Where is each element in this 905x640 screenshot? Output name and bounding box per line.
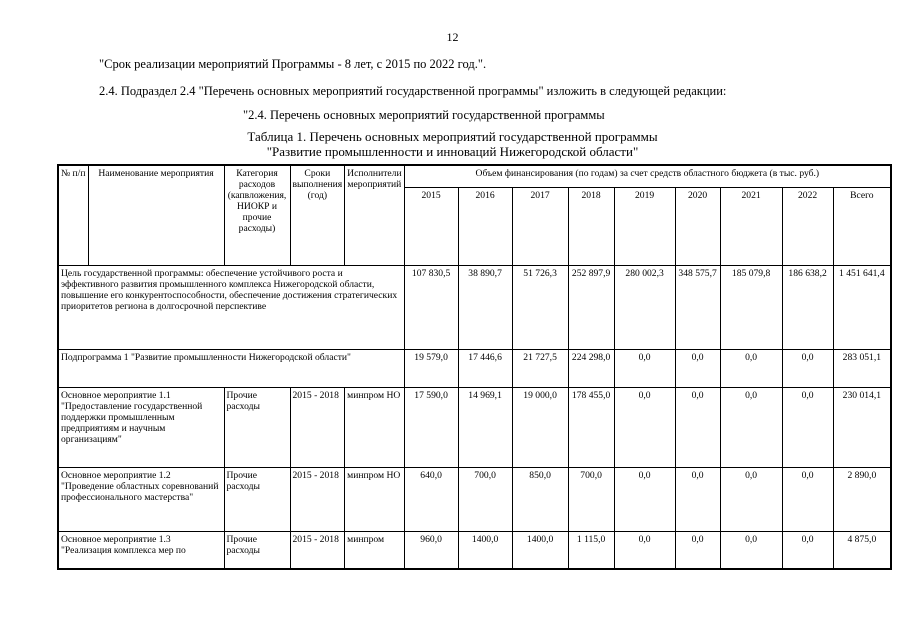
value-cell: 230 014,1 bbox=[833, 387, 891, 467]
value-cell: 0,0 bbox=[782, 387, 833, 467]
row-name: Основное мероприятие 1.3 "Реализация комплекса мер по bbox=[58, 531, 224, 569]
header-executors: Исполнители мероприятий bbox=[345, 165, 404, 265]
activities-table bbox=[57, 164, 892, 570]
value-cell: 38 890,7 bbox=[458, 265, 512, 349]
value-cell: 2 890,0 bbox=[833, 467, 891, 531]
value-cell: 14 969,1 bbox=[458, 387, 512, 467]
header-terms: Сроки выполнения (год) bbox=[290, 165, 345, 265]
value-cell: 280 002,3 bbox=[614, 265, 675, 349]
value-cell: 0,0 bbox=[782, 531, 833, 569]
value-cell: 0,0 bbox=[675, 467, 720, 531]
value-cell: 186 638,2 bbox=[782, 265, 833, 349]
value-cell: 17 446,6 bbox=[458, 349, 512, 387]
value-cell: 0,0 bbox=[720, 349, 782, 387]
row-category: Прочие расходы bbox=[224, 531, 290, 569]
value-cell: 348 575,7 bbox=[675, 265, 720, 349]
value-cell: 0,0 bbox=[720, 387, 782, 467]
value-cell: 51 726,3 bbox=[512, 265, 568, 349]
row-category: Прочие расходы bbox=[224, 467, 290, 531]
value-cell: 4 875,0 bbox=[833, 531, 891, 569]
value-cell: 0,0 bbox=[614, 349, 675, 387]
header-num: № п/п bbox=[58, 165, 88, 265]
table-row bbox=[58, 349, 891, 387]
row-terms: 2015 - 2018 bbox=[290, 531, 345, 569]
table-row bbox=[58, 387, 891, 467]
value-cell: 283 051,1 bbox=[833, 349, 891, 387]
value-cell: 700,0 bbox=[458, 467, 512, 531]
header-year: 2018 bbox=[568, 187, 614, 265]
value-cell: 0,0 bbox=[614, 531, 675, 569]
value-cell: 850,0 bbox=[512, 467, 568, 531]
value-cell: 107 830,5 bbox=[404, 265, 458, 349]
table-row bbox=[58, 467, 891, 531]
value-cell: 1400,0 bbox=[512, 531, 568, 569]
row-executor: минпром bbox=[345, 531, 404, 569]
table-row bbox=[58, 265, 891, 349]
value-cell: 224 298,0 bbox=[568, 349, 614, 387]
value-cell: 17 590,0 bbox=[404, 387, 458, 467]
value-cell: 0,0 bbox=[614, 467, 675, 531]
header-name: Наименование мероприятия bbox=[88, 165, 224, 265]
paragraph-section-title: "2.4. Перечень основных мероприятий государственной программы bbox=[243, 108, 605, 122]
value-cell: 1400,0 bbox=[458, 531, 512, 569]
header-year: 2022 bbox=[782, 187, 833, 265]
header-total: Всего bbox=[833, 187, 891, 265]
header-year: 2021 bbox=[720, 187, 782, 265]
value-cell: 0,0 bbox=[782, 467, 833, 531]
row-name: Цель государственной программы: обеспечение устойчивого роста и эффективного развития промышленного комплекса Нижегородской области, повышение его конкурентоспособности, обеспечение достижения стратегических приоритетов региона в долгосрочной перспективе bbox=[58, 265, 404, 349]
row-name: Подпрограмма 1 "Развитие промышленности Нижегородской области" bbox=[58, 349, 404, 387]
value-cell: 1 115,0 bbox=[568, 531, 614, 569]
value-cell: 0,0 bbox=[720, 531, 782, 569]
header-year: 2015 bbox=[404, 187, 458, 265]
value-cell: 1 451 641,4 bbox=[833, 265, 891, 349]
row-executor: минпром НО bbox=[345, 467, 404, 531]
value-cell: 0,0 bbox=[675, 387, 720, 467]
header-category: Категория расходов (капвложения, НИОКР и прочие расходы) bbox=[224, 165, 290, 265]
header-year: 2019 bbox=[614, 187, 675, 265]
row-category: Прочие расходы bbox=[224, 387, 290, 467]
table-row bbox=[58, 531, 891, 569]
value-cell: 640,0 bbox=[404, 467, 458, 531]
value-cell: 19 000,0 bbox=[512, 387, 568, 467]
value-cell: 0,0 bbox=[720, 467, 782, 531]
paragraph-term: "Срок реализации мероприятий Программы - 8 лет, с 2015 по 2022 год.". bbox=[99, 57, 487, 71]
value-cell: 0,0 bbox=[782, 349, 833, 387]
value-cell: 19 579,0 bbox=[404, 349, 458, 387]
page-number: 12 bbox=[446, 30, 459, 44]
header-year: 2020 bbox=[675, 187, 720, 265]
row-terms: 2015 - 2018 bbox=[290, 387, 345, 467]
value-cell: 700,0 bbox=[568, 467, 614, 531]
value-cell: 960,0 bbox=[404, 531, 458, 569]
paragraph-amendment: 2.4. Подраздел 2.4 "Перечень основных мероприятий государственной программы" изложить в следующей редакции: bbox=[99, 84, 727, 98]
table-caption-line2: "Развитие промышленности и инноваций Нижегородской области" bbox=[266, 144, 639, 159]
value-cell: 178 455,0 bbox=[568, 387, 614, 467]
header-funding: Объем финансирования (по годам) за счет средств областного бюджета (в тыс. руб.) bbox=[404, 165, 891, 187]
value-cell: 21 727,5 bbox=[512, 349, 568, 387]
header-year: 2017 bbox=[512, 187, 568, 265]
row-executor: минпром НО bbox=[345, 387, 404, 467]
value-cell: 185 079,8 bbox=[720, 265, 782, 349]
row-terms: 2015 - 2018 bbox=[290, 467, 345, 531]
table-caption-line1: Таблица 1. Перечень основных мероприятий государственной программы bbox=[247, 129, 658, 144]
value-cell: 0,0 bbox=[675, 349, 720, 387]
value-cell: 0,0 bbox=[675, 531, 720, 569]
row-name: Основное мероприятие 1.1 "Предоставление государственной поддержки промышленным предприятиям и научным организациям" bbox=[58, 387, 224, 467]
value-cell: 0,0 bbox=[614, 387, 675, 467]
row-name: Основное мероприятие 1.2 "Проведение областных соревнований профессионального мастерства" bbox=[58, 467, 224, 531]
value-cell: 252 897,9 bbox=[568, 265, 614, 349]
header-year: 2016 bbox=[458, 187, 512, 265]
header-row-1 bbox=[58, 165, 891, 187]
